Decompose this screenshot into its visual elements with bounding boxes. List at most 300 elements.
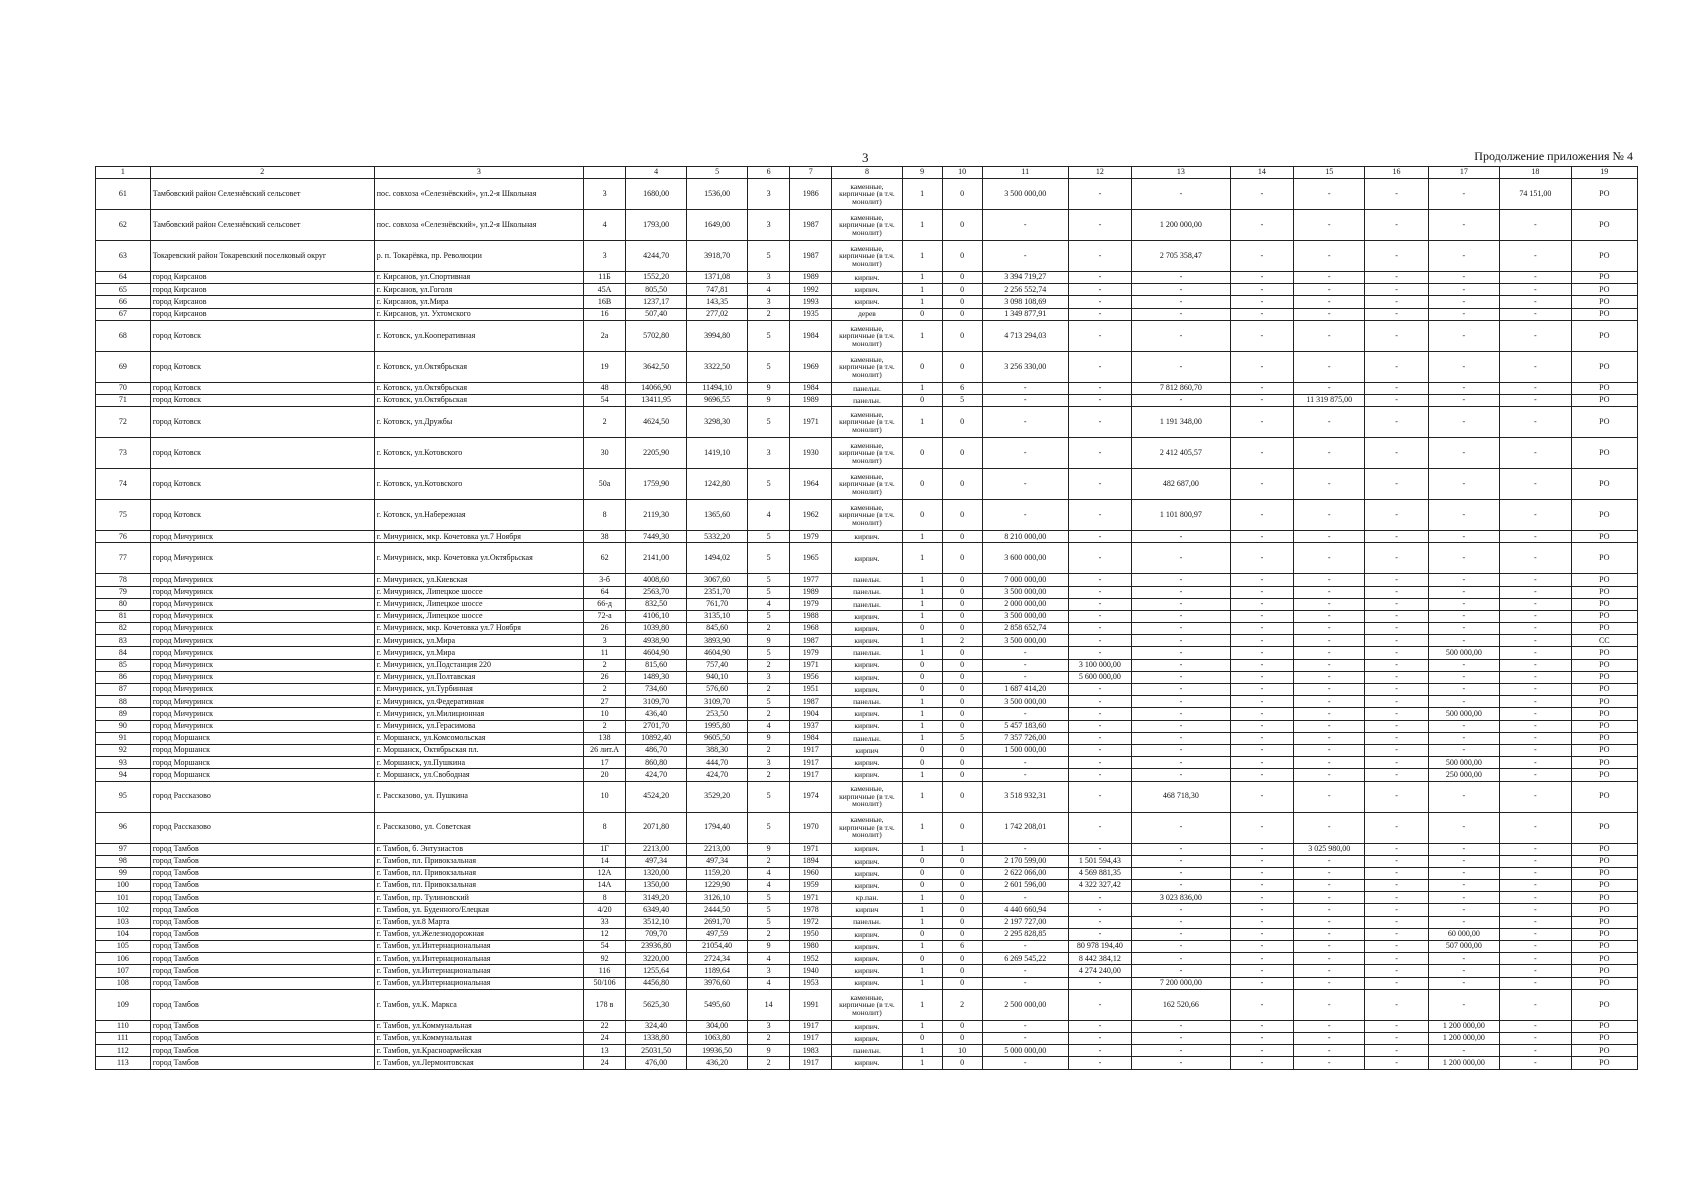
cell-col-13: - — [1131, 320, 1230, 351]
cell-col-10: 10 — [942, 1045, 982, 1057]
cell-house-number: 17 — [584, 757, 626, 769]
cell-year-built: 1917 — [790, 769, 832, 781]
cell-floors: 5 — [748, 904, 790, 916]
cell-col-18: - — [1500, 210, 1572, 241]
cell-total-area: 4106,10 — [626, 610, 687, 622]
cell-col-16: - — [1365, 179, 1428, 210]
cell-row-number: 80 — [96, 598, 151, 610]
cell-col-10: 5 — [942, 732, 982, 744]
cell-col-9: 0 — [902, 1032, 942, 1044]
cell-col-16: - — [1365, 351, 1428, 382]
cell-address: г. Мичуринск, ул.Мира — [374, 647, 583, 659]
cell-address: г. Мичуринск, ул.Киевская — [374, 574, 583, 586]
cell-house-number: 11 — [584, 647, 626, 659]
cell-col-17: - — [1428, 320, 1500, 351]
cell-year-built: 1917 — [790, 757, 832, 769]
table-row — [96, 1032, 1638, 1044]
cell-row-number: 103 — [96, 916, 151, 928]
cell-col-10: 0 — [942, 610, 982, 622]
cell-address: пос. совхоза «Селезнёвский», ул.2-я Школьная — [374, 179, 583, 210]
cell-house-number: 16В — [584, 296, 626, 308]
cell-row-number: 92 — [96, 744, 151, 756]
cell-col-12: - — [1068, 308, 1131, 320]
cell-col-11: - — [982, 941, 1068, 953]
cell-house-number: 26 — [584, 671, 626, 683]
cell-row-number: 109 — [96, 989, 151, 1020]
cell-col-11: 1 687 414,20 — [982, 684, 1068, 696]
cell-wall-material: кирпич. — [832, 708, 902, 720]
cell-address: г. Моршанск, Октябрьская пл. — [374, 744, 583, 756]
cell-address: г. Мичуринск, мкр. Кочетовка ул.7 Ноября — [374, 531, 583, 543]
cell-col-9: 1 — [902, 296, 942, 308]
cell-col-14: - — [1230, 892, 1293, 904]
cell-address: г. Котовск, ул.Октябрьская — [374, 382, 583, 394]
cell-col-11: 1 742 208,01 — [982, 812, 1068, 843]
column-number: 14 — [1230, 167, 1293, 179]
cell-floors: 5 — [748, 543, 790, 574]
cell-fund-type: РО — [1571, 610, 1637, 622]
cell-living-area: 2691,70 — [687, 916, 748, 928]
cell-col-14: - — [1230, 769, 1293, 781]
cell-floors: 4 — [748, 720, 790, 732]
cell-fund-type: РО — [1571, 1045, 1637, 1057]
cell-living-area: 940,10 — [687, 671, 748, 683]
cell-fund-type: РО — [1571, 684, 1637, 696]
cell-house-number: 50/106 — [584, 977, 626, 989]
cell-col-14: - — [1230, 623, 1293, 635]
cell-wall-material: кирпич. — [832, 531, 902, 543]
cell-year-built: 1971 — [790, 407, 832, 438]
cell-total-area: 3149,20 — [626, 892, 687, 904]
cell-living-area: 3994,80 — [687, 320, 748, 351]
cell-col-18: - — [1500, 500, 1572, 531]
cell-col-15: - — [1293, 867, 1365, 879]
cell-row-number: 111 — [96, 1032, 151, 1044]
cell-col-16: - — [1365, 989, 1428, 1020]
cell-col-10: 0 — [942, 880, 982, 892]
cell-col-15: - — [1293, 635, 1365, 647]
cell-fund-type: РО — [1571, 671, 1637, 683]
cell-col-16: - — [1365, 1057, 1428, 1069]
cell-col-18: - — [1500, 659, 1572, 671]
cell-municipality: город Мичуринск — [150, 647, 374, 659]
cell-row-number: 102 — [96, 904, 151, 916]
cell-floors: 2 — [748, 1057, 790, 1069]
cell-floors: 5 — [748, 531, 790, 543]
cell-municipality: город Мичуринск — [150, 696, 374, 708]
cell-total-area: 709,70 — [626, 928, 687, 940]
cell-col-13: - — [1131, 941, 1230, 953]
cell-address: г. Тамбов, ул.Красноармейская — [374, 1045, 583, 1057]
cell-col-18: - — [1500, 1057, 1572, 1069]
cell-col-9: 1 — [902, 769, 942, 781]
cell-col-13: - — [1131, 1045, 1230, 1057]
cell-wall-material: кр.пан. — [832, 892, 902, 904]
cell-col-14: - — [1230, 407, 1293, 438]
cell-col-16: - — [1365, 296, 1428, 308]
cell-year-built: 1978 — [790, 904, 832, 916]
cell-col-10: 0 — [942, 708, 982, 720]
cell-living-area: 576,60 — [687, 684, 748, 696]
cell-col-9: 1 — [902, 904, 942, 916]
cell-row-number: 66 — [96, 296, 151, 308]
cell-col-16: - — [1365, 284, 1428, 296]
cell-col-11: 2 500 000,00 — [982, 989, 1068, 1020]
cell-col-18: - — [1500, 953, 1572, 965]
cell-col-10: 0 — [942, 623, 982, 635]
column-number: 19 — [1571, 167, 1637, 179]
table-row — [96, 438, 1638, 469]
cell-col-9: 0 — [902, 394, 942, 406]
cell-col-10: 0 — [942, 855, 982, 867]
cell-col-10: 0 — [942, 1057, 982, 1069]
cell-col-9: 0 — [902, 867, 942, 879]
cell-wall-material: каменные, кирпичные (в т.ч. монолит) — [832, 438, 902, 469]
cell-col-13: - — [1131, 351, 1230, 382]
cell-col-10: 0 — [942, 1020, 982, 1032]
cell-address: г. Тамбов, пл. Привокзальная — [374, 855, 583, 867]
cell-col-17: - — [1428, 296, 1500, 308]
cell-total-area: 5702,80 — [626, 320, 687, 351]
cell-col-16: - — [1365, 543, 1428, 574]
cell-municipality: город Моршанск — [150, 732, 374, 744]
table-row — [96, 732, 1638, 744]
cell-year-built: 1904 — [790, 708, 832, 720]
cell-col-9: 1 — [902, 647, 942, 659]
cell-address: г. Тамбов, б. Энтузиастов — [374, 843, 583, 855]
cell-col-14: - — [1230, 953, 1293, 965]
cell-year-built: 1968 — [790, 623, 832, 635]
cell-col-10: 0 — [942, 320, 982, 351]
cell-col-13: - — [1131, 296, 1230, 308]
cell-col-15: - — [1293, 647, 1365, 659]
cell-col-11: 5 000 000,00 — [982, 1045, 1068, 1057]
cell-col-14: - — [1230, 696, 1293, 708]
cell-col-16: - — [1365, 684, 1428, 696]
cell-col-13: - — [1131, 671, 1230, 683]
cell-col-13: - — [1131, 647, 1230, 659]
cell-house-number: 38 — [584, 531, 626, 543]
cell-wall-material: каменные, кирпичные (в т.ч. монолит) — [832, 989, 902, 1020]
table-row — [96, 781, 1638, 812]
cell-floors: 5 — [748, 892, 790, 904]
cell-address: г. Котовск, ул.Октябрьская — [374, 351, 583, 382]
table-row — [96, 757, 1638, 769]
cell-col-14: - — [1230, 708, 1293, 720]
table-row — [96, 1045, 1638, 1057]
cell-col-13: 7 812 860,70 — [1131, 382, 1230, 394]
table-row — [96, 610, 1638, 622]
table-row — [96, 635, 1638, 647]
cell-col-17: 507 000,00 — [1428, 941, 1500, 953]
table-row — [96, 351, 1638, 382]
cell-col-17: 1 200 000,00 — [1428, 1032, 1500, 1044]
cell-col-13: - — [1131, 769, 1230, 781]
table-row — [96, 1020, 1638, 1032]
cell-col-18: - — [1500, 320, 1572, 351]
cell-municipality: город Котовск — [150, 469, 374, 500]
cell-year-built: 1969 — [790, 351, 832, 382]
cell-col-18: - — [1500, 394, 1572, 406]
cell-col-14: - — [1230, 438, 1293, 469]
table-row — [96, 769, 1638, 781]
cell-col-10: 0 — [942, 744, 982, 756]
cell-col-9: 1 — [902, 781, 942, 812]
table-row — [96, 1057, 1638, 1069]
cell-year-built: 1971 — [790, 892, 832, 904]
table-row — [96, 843, 1638, 855]
cell-col-9: 0 — [902, 469, 942, 500]
cell-col-15: - — [1293, 241, 1365, 272]
cell-row-number: 105 — [96, 941, 151, 953]
cell-col-11: - — [982, 647, 1068, 659]
cell-col-15: - — [1293, 708, 1365, 720]
cell-municipality: город Мичуринск — [150, 531, 374, 543]
cell-fund-type: РО — [1571, 272, 1637, 284]
cell-floors: 9 — [748, 394, 790, 406]
cell-address: г. Тамбов, ул.Интернациональная — [374, 941, 583, 953]
cell-col-10: 0 — [942, 812, 982, 843]
cell-col-17: - — [1428, 684, 1500, 696]
cell-col-13: 3 023 836,00 — [1131, 892, 1230, 904]
cell-col-18: - — [1500, 531, 1572, 543]
cell-col-16: - — [1365, 812, 1428, 843]
cell-floors: 5 — [748, 696, 790, 708]
cell-wall-material: кирпич. — [832, 941, 902, 953]
cell-year-built: 1965 — [790, 543, 832, 574]
cell-wall-material: каменные, кирпичные (в т.ч. монолит) — [832, 179, 902, 210]
cell-house-number: 8 — [584, 500, 626, 531]
cell-fund-type: РО — [1571, 320, 1637, 351]
cell-col-16: - — [1365, 407, 1428, 438]
cell-wall-material: дерев — [832, 308, 902, 320]
cell-col-9: 1 — [902, 812, 942, 843]
cell-col-18: - — [1500, 989, 1572, 1020]
cell-fund-type: РО — [1571, 623, 1637, 635]
cell-living-area: 1794,40 — [687, 812, 748, 843]
cell-col-16: - — [1365, 210, 1428, 241]
cell-year-built: 1987 — [790, 635, 832, 647]
cell-fund-type: РО — [1571, 308, 1637, 320]
cell-house-number: 30 — [584, 438, 626, 469]
cell-living-area: 1995,80 — [687, 720, 748, 732]
cell-col-15: - — [1293, 438, 1365, 469]
cell-municipality: город Мичуринск — [150, 574, 374, 586]
cell-floors: 3 — [748, 757, 790, 769]
cell-col-17: - — [1428, 543, 1500, 574]
cell-col-18: - — [1500, 351, 1572, 382]
cell-col-14: - — [1230, 781, 1293, 812]
cell-fund-type: РО — [1571, 1020, 1637, 1032]
cell-col-11: 3 500 000,00 — [982, 610, 1068, 622]
cell-col-10: 0 — [942, 284, 982, 296]
cell-col-10: 0 — [942, 438, 982, 469]
cell-total-area: 1680,00 — [626, 179, 687, 210]
cell-col-17: - — [1428, 272, 1500, 284]
cell-col-9: 1 — [902, 635, 942, 647]
cell-year-built: 1989 — [790, 586, 832, 598]
table-row — [96, 880, 1638, 892]
cell-floors: 2 — [748, 659, 790, 671]
cell-col-17: - — [1428, 351, 1500, 382]
cell-col-16: - — [1365, 586, 1428, 598]
table-row — [96, 941, 1638, 953]
cell-total-area: 4456,80 — [626, 977, 687, 989]
cell-col-18: - — [1500, 598, 1572, 610]
cell-col-11: - — [982, 382, 1068, 394]
cell-col-13: 482 687,00 — [1131, 469, 1230, 500]
cell-col-12: 8 442 384,12 — [1068, 953, 1131, 965]
cell-row-number: 79 — [96, 586, 151, 598]
cell-col-12: - — [1068, 647, 1131, 659]
cell-col-14: - — [1230, 855, 1293, 867]
cell-col-18: - — [1500, 586, 1572, 598]
cell-address: г. Мичуринск, ул.Подстанция 220 — [374, 659, 583, 671]
cell-col-14: - — [1230, 965, 1293, 977]
cell-wall-material: панельн. — [832, 696, 902, 708]
cell-living-area: 1649,00 — [687, 210, 748, 241]
cell-wall-material: каменные, кирпичные (в т.ч. монолит) — [832, 320, 902, 351]
table-row — [96, 892, 1638, 904]
cell-col-17: 500 000,00 — [1428, 757, 1500, 769]
cell-col-12: - — [1068, 320, 1131, 351]
cell-col-17: - — [1428, 598, 1500, 610]
column-number: 13 — [1131, 167, 1230, 179]
cell-col-12: - — [1068, 916, 1131, 928]
cell-col-18: - — [1500, 781, 1572, 812]
cell-col-16: - — [1365, 757, 1428, 769]
cell-col-13: - — [1131, 623, 1230, 635]
cell-col-18: - — [1500, 407, 1572, 438]
table-row — [96, 598, 1638, 610]
cell-col-14: - — [1230, 382, 1293, 394]
cell-col-16: - — [1365, 1020, 1428, 1032]
cell-col-12: - — [1068, 296, 1131, 308]
cell-col-16: - — [1365, 610, 1428, 622]
cell-total-area: 3220,00 — [626, 953, 687, 965]
cell-year-built: 1984 — [790, 732, 832, 744]
cell-address: г. Тамбов, ул.Коммунальная — [374, 1020, 583, 1032]
cell-municipality: Тамбовский район Селезнёвский сельсовет — [150, 179, 374, 210]
cell-living-area: 3126,10 — [687, 892, 748, 904]
cell-total-area: 497,34 — [626, 855, 687, 867]
cell-year-built: 1953 — [790, 977, 832, 989]
cell-col-15: - — [1293, 732, 1365, 744]
cell-row-number: 89 — [96, 708, 151, 720]
cell-floors: 3 — [748, 1020, 790, 1032]
table-row — [96, 543, 1638, 574]
cell-col-15: - — [1293, 812, 1365, 843]
cell-fund-type: РО — [1571, 438, 1637, 469]
cell-col-11: 4 440 660,94 — [982, 904, 1068, 916]
cell-floors: 3 — [748, 272, 790, 284]
cell-col-16: - — [1365, 659, 1428, 671]
cell-address: г. Рассказово, ул. Советская — [374, 812, 583, 843]
cell-address: г. Тамбов, ул.8 Марта — [374, 916, 583, 928]
cell-col-16: - — [1365, 855, 1428, 867]
cell-living-area: 497,59 — [687, 928, 748, 940]
cell-col-15: - — [1293, 210, 1365, 241]
cell-col-10: 0 — [942, 684, 982, 696]
cell-col-9: 1 — [902, 610, 942, 622]
cell-living-area: 3135,10 — [687, 610, 748, 622]
cell-house-number: 45А — [584, 284, 626, 296]
cell-col-15: - — [1293, 574, 1365, 586]
cell-col-18: - — [1500, 977, 1572, 989]
cell-col-11: 2 256 552,74 — [982, 284, 1068, 296]
cell-total-area: 2141,00 — [626, 543, 687, 574]
cell-col-15: - — [1293, 1045, 1365, 1057]
cell-total-area: 860,80 — [626, 757, 687, 769]
cell-col-10: 6 — [942, 941, 982, 953]
table-row — [96, 916, 1638, 928]
cell-fund-type: РО — [1571, 720, 1637, 732]
cell-wall-material: панельн. — [832, 732, 902, 744]
cell-living-area: 388,30 — [687, 744, 748, 756]
cell-total-area: 1039,80 — [626, 623, 687, 635]
cell-col-13: - — [1131, 880, 1230, 892]
cell-col-18: - — [1500, 1045, 1572, 1057]
cell-address: г. Котовск, ул.Набережная — [374, 500, 583, 531]
cell-col-10: 0 — [942, 598, 982, 610]
cell-col-13: - — [1131, 284, 1230, 296]
cell-house-number: 33 — [584, 916, 626, 928]
cell-col-18: - — [1500, 744, 1572, 756]
cell-floors: 4 — [748, 953, 790, 965]
cell-address: г. Тамбов, ул.Интернациональная — [374, 965, 583, 977]
cell-col-12: 4 274 240,00 — [1068, 965, 1131, 977]
cell-year-built: 1894 — [790, 855, 832, 867]
cell-col-13: - — [1131, 1057, 1230, 1069]
cell-row-number: 77 — [96, 543, 151, 574]
cell-house-number: 3 — [584, 635, 626, 647]
cell-col-9: 1 — [902, 320, 942, 351]
cell-year-built: 1987 — [790, 210, 832, 241]
cell-col-16: - — [1365, 531, 1428, 543]
cell-wall-material: каменные, кирпичные (в т.ч. монолит) — [832, 407, 902, 438]
cell-year-built: 1972 — [790, 916, 832, 928]
cell-col-14: - — [1230, 210, 1293, 241]
cell-address: г. Тамбов, ул.К. Маркса — [374, 989, 583, 1020]
cell-col-18: - — [1500, 916, 1572, 928]
cell-living-area: 304,00 — [687, 1020, 748, 1032]
cell-col-16: - — [1365, 744, 1428, 756]
cell-col-11: 3 500 000,00 — [982, 635, 1068, 647]
cell-col-9: 0 — [902, 308, 942, 320]
cell-address: г. Тамбов, пр. Тулиновский — [374, 892, 583, 904]
cell-col-18: - — [1500, 757, 1572, 769]
cell-col-17: - — [1428, 623, 1500, 635]
cell-fund-type: РО — [1571, 916, 1637, 928]
cell-col-17: - — [1428, 855, 1500, 867]
cell-row-number: 84 — [96, 647, 151, 659]
table-row — [96, 574, 1638, 586]
cell-row-number: 63 — [96, 241, 151, 272]
cell-col-17: - — [1428, 531, 1500, 543]
cell-col-13: - — [1131, 965, 1230, 977]
cell-municipality: город Моршанск — [150, 744, 374, 756]
cell-col-11: - — [982, 469, 1068, 500]
cell-col-18: - — [1500, 623, 1572, 635]
cell-col-12: - — [1068, 892, 1131, 904]
cell-col-12: - — [1068, 272, 1131, 284]
cell-municipality: город Моршанск — [150, 757, 374, 769]
cell-total-area: 1489,30 — [626, 671, 687, 683]
cell-total-area: 23936,80 — [626, 941, 687, 953]
cell-floors: 5 — [748, 610, 790, 622]
cell-col-9: 1 — [902, 732, 942, 744]
cell-fund-type: РО — [1571, 769, 1637, 781]
